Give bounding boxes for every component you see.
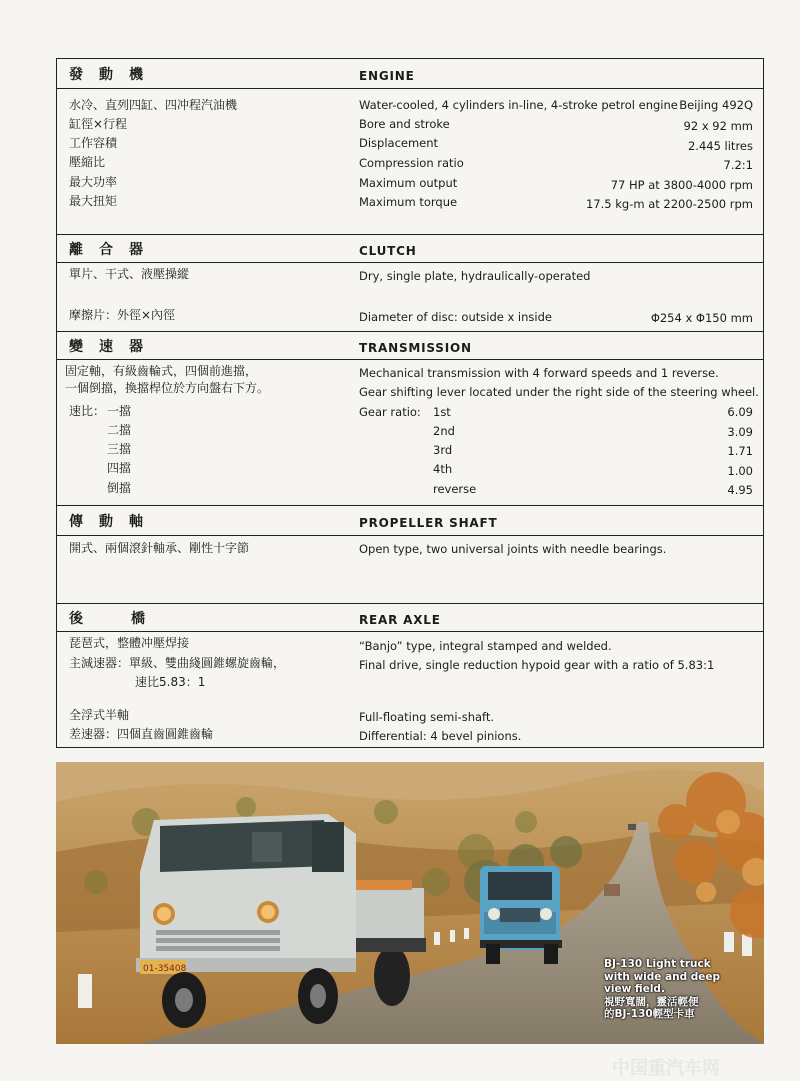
clutch-en-title: CLUTCH bbox=[359, 243, 417, 258]
transmission-desc-en-1: Mechanical transmission with 4 forward speeds and 1 reverse. bbox=[359, 366, 719, 380]
gear-val-3: 1.71 bbox=[727, 444, 753, 458]
clutch-disc-val: Φ254 x Φ150 mm bbox=[650, 311, 753, 325]
gear-zh-3: 三擋 bbox=[107, 442, 132, 456]
propeller-header bbox=[57, 505, 763, 536]
engine-row-zh-2: 缸徑×行程 bbox=[69, 117, 128, 131]
rear-axle-type-en: “Banjo” type, integral stamped and welded. bbox=[359, 639, 612, 653]
transmission-zh-title: 變速器 bbox=[69, 338, 159, 355]
transmission-desc-zh-1: 固定軸，有級齒輪式，四個前進擋， bbox=[65, 364, 258, 378]
gear-ratio-en-label: Gear ratio: bbox=[359, 405, 421, 419]
gear-val-5: 4.95 bbox=[727, 483, 753, 497]
truck-photo bbox=[56, 762, 764, 1044]
spec-table bbox=[56, 58, 764, 748]
transmission-header bbox=[57, 331, 763, 360]
transmission-desc-zh-2: 一個倒擋，換擋桿位於方向盤右下方。 bbox=[65, 381, 270, 395]
rear-axle-type-zh: 琵琶式，整體冲壓焊接 bbox=[69, 636, 190, 650]
rear-axle-semishaft-zh: 全浮式半軸 bbox=[69, 708, 130, 722]
rear-axle-differential-zh: 差速器：四個直齒圓錐齒輪 bbox=[69, 727, 214, 741]
rear-axle-differential-en: Differential: 4 bevel pinions. bbox=[359, 729, 522, 743]
gear-val-4: 1.00 bbox=[727, 464, 753, 478]
engine-row-zh-5: 最大功率 bbox=[69, 175, 118, 189]
engine-en-title: ENGINE bbox=[359, 68, 415, 83]
clutch-zh-title: 離合器 bbox=[69, 241, 159, 258]
transmission-desc-en-2: Gear shifting lever located under the right side of the steering wheel. bbox=[359, 385, 759, 399]
engine-row-en-4: Compression ratio bbox=[359, 156, 464, 170]
engine-row-val-5: 77 HP at 3800-4000 rpm bbox=[610, 178, 753, 192]
engine-row-val-2: 92 x 92 mm bbox=[683, 119, 753, 133]
engine-row-zh-6: 最大扭矩 bbox=[69, 194, 118, 208]
engine-row-zh-1: 水冷、直列四缸、四冲程汽油機 bbox=[69, 98, 238, 112]
engine-row-en-1: Water-cooled, 4 cylinders in-line, 4-stroke petrol engine bbox=[359, 98, 678, 112]
rear-axle-header bbox=[57, 603, 763, 632]
clutch-type-zh: 單片、干式、液壓操縱 bbox=[69, 267, 190, 281]
rear-axle-final-drive-zh: 主減速器：單級、雙曲綫圓錐螺旋齒輪， bbox=[69, 656, 286, 670]
rear-axle-semishaft-en: Full-floating semi-shaft. bbox=[359, 710, 495, 724]
gear-en-4: 4th bbox=[433, 462, 453, 476]
rear-axle-ratio-zh: 速比5.83：1 bbox=[135, 675, 206, 689]
gear-zh-5: 倒擋 bbox=[107, 481, 132, 495]
gear-en-3: 3rd bbox=[433, 443, 453, 457]
clutch-header bbox=[57, 234, 763, 263]
gear-zh-4: 四擋 bbox=[107, 461, 132, 475]
gear-en-1: 1st bbox=[433, 405, 451, 419]
engine-row-en-5: Maximum output bbox=[359, 176, 458, 190]
gear-ratio-zh-label: 速比： bbox=[69, 404, 106, 418]
rear-axle-zh-title: 後橋 bbox=[69, 610, 193, 627]
clutch-type-en: Dry, single plate, hydraulically-operated bbox=[359, 269, 591, 283]
caption-en-line-3: view field. bbox=[604, 983, 665, 995]
gear-zh-2: 二擋 bbox=[107, 423, 132, 437]
engine-row-en-6: Maximum torque bbox=[359, 195, 458, 209]
propeller-desc-en: Open type, two universal joints with needle bearings. bbox=[359, 542, 667, 556]
watermark: 中国重汽车网 bbox=[612, 1058, 720, 1079]
engine-row-val-1: Beijing 492Q bbox=[679, 98, 753, 112]
photo-caption bbox=[604, 958, 720, 1021]
caption-zh-line-2: 的BJ-130輕型卡車 bbox=[604, 1008, 695, 1020]
clutch-disc-zh: 摩擦片：外徑×內徑 bbox=[69, 308, 176, 322]
caption-zh-line-1: 視野寬闊，靈活輕便 bbox=[604, 995, 699, 1008]
rear-axle-final-drive-en: Final drive, single reduction hypoid gear with a ratio of 5.83:1 bbox=[359, 658, 715, 672]
gear-val-2: 3.09 bbox=[727, 425, 753, 439]
engine-zh-title: 發動機 bbox=[69, 66, 159, 83]
gear-en-5: reverse bbox=[433, 482, 477, 496]
transmission-en-title: TRANSMISSION bbox=[359, 340, 472, 355]
engine-row-en-2: Bore and stroke bbox=[359, 117, 450, 131]
engine-row-val-4: 7.2:1 bbox=[723, 158, 753, 172]
engine-row-zh-4: 壓縮比 bbox=[69, 155, 106, 169]
propeller-desc-zh: 開式、兩個滾針軸承、剛性十字節 bbox=[69, 541, 250, 555]
blue-truck bbox=[480, 866, 562, 964]
engine-row-zh-3: 工作容積 bbox=[69, 136, 118, 150]
engine-row-val-3: 2.445 litres bbox=[687, 139, 753, 153]
caption-en-line-1: BJ-130 Light truck bbox=[604, 958, 711, 970]
engine-header bbox=[57, 59, 763, 89]
license-plate: 01-35408 bbox=[143, 964, 187, 974]
gear-zh-1: 一擋 bbox=[107, 404, 132, 418]
gear-en-2: 2nd bbox=[433, 424, 455, 438]
propeller-zh-title: 傳動軸 bbox=[69, 513, 159, 530]
clutch-disc-en: Diameter of disc: outside x inside bbox=[359, 310, 552, 324]
propeller-en-title: PROPELLER SHAFT bbox=[359, 515, 498, 530]
caption-en-line-2: with wide and deep bbox=[604, 970, 721, 983]
engine-row-val-6: 17.5 kg-m at 2200-2500 rpm bbox=[585, 197, 753, 211]
engine-row-en-3: Displacement bbox=[359, 136, 439, 150]
rear-axle-en-title: REAR AXLE bbox=[359, 612, 441, 627]
gear-val-1: 6.09 bbox=[727, 405, 753, 419]
